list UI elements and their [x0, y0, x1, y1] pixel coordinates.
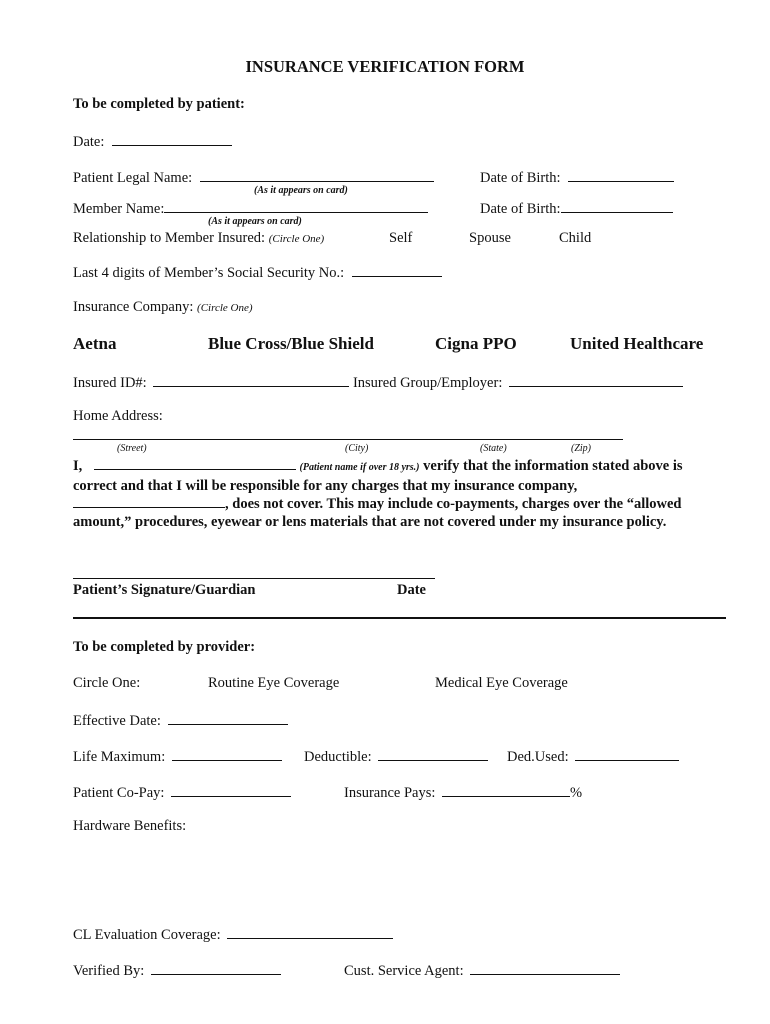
life-max-field[interactable]	[172, 746, 282, 761]
relationship-row	[73, 230, 324, 247]
agent-label: Cust. Service Agent:	[344, 963, 464, 979]
statement-line-3	[73, 495, 713, 513]
insured-group-field[interactable]	[509, 372, 683, 387]
life-max-row	[73, 746, 282, 766]
ssn-label: Last 4 digits of Member’s Social Security No.:	[73, 265, 345, 281]
date-row	[73, 131, 232, 151]
legal-name-field[interactable]	[200, 167, 434, 182]
insurance-pays-label: Insurance Pays:	[344, 785, 436, 801]
ssn-field[interactable]	[352, 262, 442, 277]
effective-date-field[interactable]	[168, 710, 288, 725]
deductible-field[interactable]	[378, 746, 488, 761]
patient-section-heading: To be completed by patient:	[73, 96, 245, 112]
home-address-label: Home Address:	[73, 408, 163, 424]
hardware-benefits-label: Hardware Benefits:	[73, 818, 187, 834]
member-dob-label: Date of Birth:	[480, 201, 561, 217]
insurance-company-row	[73, 299, 253, 316]
deductible-label: Deductible:	[304, 749, 372, 765]
insurance-option-cigna[interactable]: Cigna PPO	[435, 334, 517, 353]
insurance-circle-note: (Circle One)	[197, 302, 253, 314]
insurance-pays-row	[344, 782, 582, 802]
patient-name-field[interactable]	[94, 457, 296, 470]
circle-one-label: Circle One:	[73, 675, 141, 691]
ded-used-label: Ded.Used:	[507, 749, 569, 765]
signature-label: Patient’s Signature/Guardian	[73, 582, 256, 598]
insured-id-field[interactable]	[153, 372, 349, 387]
statement-line-3-rest: , does not cover. This may include co-payments, charges over the “allowed	[225, 496, 682, 512]
section-divider	[73, 617, 726, 619]
member-name-row	[73, 198, 428, 218]
insured-group-label: Insured Group/Employer:	[352, 375, 503, 391]
patient-name-note: (Patient name if over 18 yrs.)	[299, 462, 420, 473]
dob-row-1	[480, 167, 674, 187]
statement-line-2: correct and that I will be responsible for any charges that my insurance company,	[73, 478, 578, 494]
coverage-option-routine[interactable]: Routine Eye Coverage	[208, 675, 340, 691]
insured-id-row	[73, 372, 683, 392]
cl-eval-label: CL Evaluation Coverage:	[73, 927, 221, 943]
member-name-field[interactable]	[164, 198, 428, 213]
verified-by-field[interactable]	[151, 960, 281, 975]
copay-row	[73, 782, 291, 802]
statement-line-1-rest: verify that the information stated above is	[423, 458, 683, 474]
address-state-label: (State)	[480, 443, 507, 454]
effective-date-row	[73, 710, 288, 730]
signature-field[interactable]	[73, 578, 435, 579]
relationship-option-child[interactable]: Child	[559, 230, 592, 246]
relationship-circle-note: (Circle One)	[268, 233, 325, 245]
dob-row-2	[480, 198, 673, 218]
member-name-note: (As it appears on card)	[208, 216, 302, 227]
coverage-option-medical[interactable]: Medical Eye Coverage	[435, 675, 568, 691]
responsibility-statement	[73, 457, 713, 531]
statement-line-4: amount,” procedures, eyewear or lens materials that are not covered under my insurance policy.	[73, 514, 667, 530]
insurance-option-uhc[interactable]: United Healthcare	[570, 334, 704, 353]
date-field[interactable]	[112, 131, 232, 146]
insurance-pays-field[interactable]	[442, 782, 570, 797]
insurance-option-aetna[interactable]: Aetna	[73, 334, 117, 353]
legal-name-row	[73, 167, 434, 187]
address-city-label: (City)	[345, 443, 369, 454]
copay-label: Patient Co-Pay:	[73, 785, 165, 801]
effective-date-label: Effective Date:	[73, 713, 161, 729]
ded-used-field[interactable]	[575, 746, 679, 761]
agent-row	[344, 960, 620, 980]
date-label: Date:	[73, 134, 105, 150]
insurance-company-label: Insurance Company:	[73, 299, 194, 315]
copay-field[interactable]	[171, 782, 291, 797]
form-title: INSURANCE VERIFICATION FORM	[245, 57, 525, 76]
relationship-label: Relationship to Member Insured:	[73, 230, 266, 246]
statement-prefix: I,	[73, 458, 83, 474]
cl-eval-field[interactable]	[227, 924, 393, 939]
relationship-option-spouse[interactable]: Spouse	[469, 230, 511, 246]
deductible-row	[304, 746, 488, 766]
address-street-label: (Street)	[117, 443, 147, 454]
dob-field[interactable]	[568, 167, 674, 182]
life-max-label: Life Maximum:	[73, 749, 166, 765]
address-zip-label: (Zip)	[571, 443, 591, 454]
cl-eval-row	[73, 924, 393, 944]
percent-sign: %	[570, 785, 583, 801]
member-name-label: Member Name:	[73, 201, 165, 217]
insured-id-label: Insured ID#:	[73, 375, 147, 391]
ded-used-row	[507, 746, 679, 766]
member-dob-field[interactable]	[561, 198, 673, 213]
legal-name-note: (As it appears on card)	[254, 185, 348, 196]
home-address-field[interactable]	[73, 439, 623, 440]
insurance-option-bcbs[interactable]: Blue Cross/Blue Shield	[208, 334, 374, 353]
signature-date-label: Date	[397, 582, 426, 598]
verified-by-row	[73, 960, 281, 980]
legal-name-label: Patient Legal Name:	[73, 170, 193, 186]
provider-section-heading: To be completed by provider:	[73, 639, 256, 655]
statement-line-1	[73, 457, 713, 477]
ssn-row	[73, 262, 442, 282]
relationship-option-self[interactable]: Self	[389, 230, 413, 246]
verified-by-label: Verified By:	[73, 963, 145, 979]
insurance-company-field[interactable]	[73, 495, 225, 508]
agent-field[interactable]	[470, 960, 620, 975]
dob-label: Date of Birth:	[480, 170, 561, 186]
